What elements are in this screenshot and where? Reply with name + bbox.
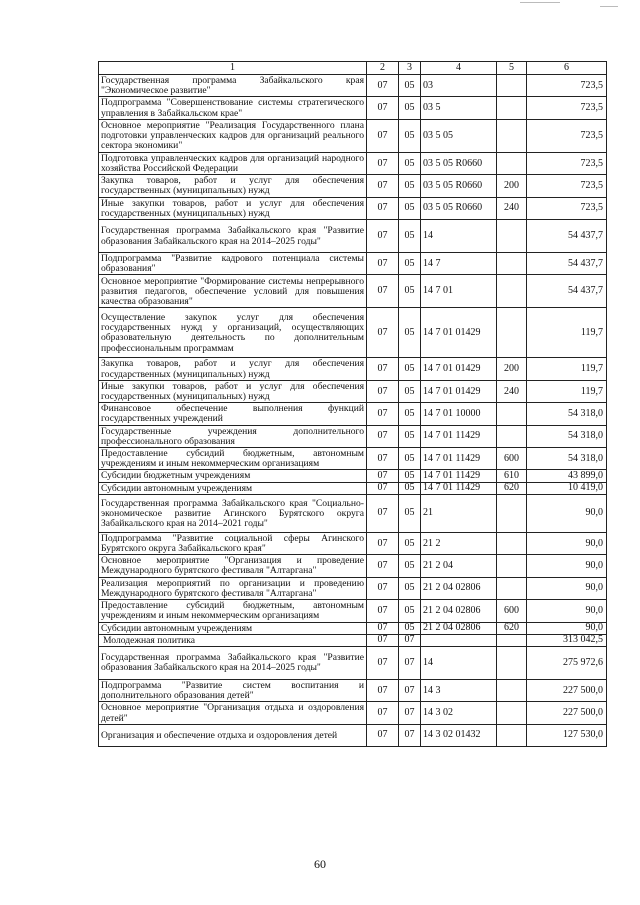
header-col-2: 2 xyxy=(367,62,399,75)
cell-subsection: 05 xyxy=(399,75,421,97)
cell-subsection: 05 xyxy=(399,152,421,174)
cell-subsection: 05 xyxy=(399,600,421,622)
table-row xyxy=(99,702,607,724)
cell-subsection: 05 xyxy=(399,220,421,253)
cell-expense-type xyxy=(497,679,527,701)
cell-amount: 54 318,0 xyxy=(527,448,607,470)
cell-section: 07 xyxy=(367,253,399,275)
cell-target-code: 14 3 02 01432 xyxy=(421,724,497,746)
cell-name: Основное мероприятие "Формирование системы непрерывного развития педагогов, обеспечение условий для повышения качества образования" xyxy=(99,275,367,308)
cell-amount: 127 530,0 xyxy=(527,724,607,746)
cell-section: 07 xyxy=(367,555,399,577)
cell-section: 07 xyxy=(367,600,399,622)
table-row xyxy=(99,97,607,119)
cell-subsection: 05 xyxy=(399,470,421,482)
table-row xyxy=(99,555,607,577)
cell-target-code: 14 xyxy=(421,220,497,253)
cell-target-code: 14 7 01 11429 xyxy=(421,448,497,470)
table-row xyxy=(99,220,607,253)
cell-name: Субсидии бюджетным учреждениям xyxy=(99,470,367,482)
cell-target-code xyxy=(421,634,497,646)
cell-target-code: 14 7 01 10000 xyxy=(421,403,497,425)
cell-section: 07 xyxy=(367,152,399,174)
cell-amount: 723,5 xyxy=(527,152,607,174)
cell-expense-type: 620 xyxy=(497,622,527,634)
table-row xyxy=(99,152,607,174)
cell-target-code: 14 7 01 11429 xyxy=(421,425,497,447)
cell-section: 07 xyxy=(367,577,399,599)
cell-subsection: 05 xyxy=(399,532,421,554)
cell-name: Подпрограмма "Совершенствование системы стратегического управления в Забайкальском крае" xyxy=(99,97,367,119)
cell-section: 07 xyxy=(367,197,399,219)
table-row xyxy=(99,470,607,482)
cell-amount: 54 437,7 xyxy=(527,220,607,253)
cell-subsection: 05 xyxy=(399,555,421,577)
table-row xyxy=(99,532,607,554)
cell-section: 07 xyxy=(367,175,399,197)
cell-section: 07 xyxy=(367,724,399,746)
cell-subsection: 07 xyxy=(399,634,421,646)
cell-expense-type xyxy=(497,220,527,253)
table-row xyxy=(99,634,607,646)
cell-expense-type xyxy=(497,702,527,724)
cell-target-code: 21 2 04 02806 xyxy=(421,600,497,622)
cell-section: 07 xyxy=(367,494,399,532)
cell-expense-type xyxy=(497,97,527,119)
cell-expense-type: 620 xyxy=(497,482,527,494)
cell-name: Субсидии автономным учреждениям xyxy=(99,482,367,494)
table-row xyxy=(99,679,607,701)
cell-expense-type xyxy=(497,634,527,646)
cell-amount: 90,0 xyxy=(527,577,607,599)
cell-amount: 54 437,7 xyxy=(527,253,607,275)
cell-name: Иные закупки товаров, работ и услуг для обеспечения государственных (муниципальных) нужд xyxy=(99,380,367,402)
cell-name: Предоставление субсидий бюджетным, автономным учреждениям и иным некоммерческим организациям xyxy=(99,448,367,470)
cell-target-code: 21 2 04 02806 xyxy=(421,622,497,634)
cell-name: Подпрограмма "Развитие систем воспитания и дополнительного образования детей" xyxy=(99,679,367,701)
cell-amount: 723,5 xyxy=(527,119,607,152)
cell-section: 07 xyxy=(367,679,399,701)
cell-name: Государственная программа Забайкальского края "Экономическое развитие" xyxy=(99,75,367,97)
cell-amount: 54 318,0 xyxy=(527,403,607,425)
cell-section: 07 xyxy=(367,532,399,554)
cell-amount: 54 318,0 xyxy=(527,425,607,447)
cell-section: 07 xyxy=(367,702,399,724)
cell-target-code: 03 xyxy=(421,75,497,97)
cell-target-code: 14 7 xyxy=(421,253,497,275)
cell-subsection: 05 xyxy=(399,380,421,402)
cell-subsection: 05 xyxy=(399,425,421,447)
cell-section: 07 xyxy=(367,380,399,402)
cell-amount: 90,0 xyxy=(527,494,607,532)
cell-expense-type: 600 xyxy=(497,600,527,622)
cell-section: 07 xyxy=(367,646,399,679)
cell-subsection: 05 xyxy=(399,275,421,308)
scan-mark xyxy=(520,2,560,3)
cell-section: 07 xyxy=(367,75,399,97)
table-row xyxy=(99,577,607,599)
cell-name: Иные закупки товаров, работ и услуг для обеспечения государственных (муниципальных) нужд xyxy=(99,197,367,219)
table-row xyxy=(99,119,607,152)
table-row xyxy=(99,253,607,275)
cell-amount: 275 972,6 xyxy=(527,646,607,679)
header-col-1: 1 xyxy=(99,62,367,75)
cell-subsection: 05 xyxy=(399,622,421,634)
cell-name: Субсидии автономным учреждениям xyxy=(99,622,367,634)
cell-name: Молодежная политика xyxy=(99,634,367,646)
cell-name: Подготовка управленческих кадров для организаций народного хозяйства Российской Федерации xyxy=(99,152,367,174)
cell-amount: 723,5 xyxy=(527,97,607,119)
cell-subsection: 05 xyxy=(399,403,421,425)
cell-name: Финансовое обеспечение выполнения функций государственных учреждений xyxy=(99,403,367,425)
table-header-row xyxy=(99,62,607,75)
table-row xyxy=(99,197,607,219)
cell-expense-type: 200 xyxy=(497,358,527,380)
table-row xyxy=(99,425,607,447)
cell-target-code: 14 7 01 01429 xyxy=(421,308,497,358)
cell-section: 07 xyxy=(367,403,399,425)
cell-subsection: 07 xyxy=(399,679,421,701)
cell-amount: 90,0 xyxy=(527,622,607,634)
cell-section: 07 xyxy=(367,470,399,482)
cell-target-code: 03 5 05 R0660 xyxy=(421,197,497,219)
cell-subsection: 05 xyxy=(399,448,421,470)
table-body xyxy=(99,75,607,747)
cell-expense-type xyxy=(497,724,527,746)
cell-name: Организация и обеспечение отдыха и оздоровления детей xyxy=(99,724,367,746)
cell-name: Закупка товаров, работ и услуг для обеспечения государственных (муниципальных) нужд xyxy=(99,358,367,380)
cell-target-code: 14 3 02 xyxy=(421,702,497,724)
cell-target-code: 03 5 xyxy=(421,97,497,119)
cell-section: 07 xyxy=(367,482,399,494)
cell-expense-type: 240 xyxy=(497,380,527,402)
cell-subsection: 05 xyxy=(399,197,421,219)
cell-name: Основное мероприятие "Организация отдыха и оздоровления детей" xyxy=(99,702,367,724)
cell-amount: 90,0 xyxy=(527,532,607,554)
cell-section: 07 xyxy=(367,622,399,634)
cell-expense-type xyxy=(497,152,527,174)
cell-target-code: 21 2 04 02806 xyxy=(421,577,497,599)
cell-amount: 119,7 xyxy=(527,358,607,380)
cell-expense-type: 600 xyxy=(497,448,527,470)
table-row xyxy=(99,494,607,532)
cell-subsection: 05 xyxy=(399,482,421,494)
cell-name: Государственные учреждения дополнительного профессионального образования xyxy=(99,425,367,447)
page-number: 60 xyxy=(314,857,326,871)
cell-target-code: 14 7 01 xyxy=(421,275,497,308)
cell-name: Государственная программа Забайкальского края "Социально-экономическое развитие Агинского Бурятского округа Забайкальского края на 2014–2021 годы" xyxy=(99,494,367,532)
table-row xyxy=(99,275,607,308)
cell-target-code: 03 5 05 xyxy=(421,119,497,152)
cell-name: Основное мероприятие "Организация и проведение Международного бурятского фестиваля "Алтаргана" xyxy=(99,555,367,577)
table-row xyxy=(99,724,607,746)
cell-subsection: 07 xyxy=(399,702,421,724)
cell-section: 07 xyxy=(367,358,399,380)
cell-name: Реализация мероприятий по организации и проведению Международного бурятского фестиваля "Алтаргана" xyxy=(99,577,367,599)
cell-subsection: 05 xyxy=(399,175,421,197)
cell-subsection: 05 xyxy=(399,494,421,532)
table-row xyxy=(99,600,607,622)
cell-target-code: 21 2 xyxy=(421,532,497,554)
cell-expense-type xyxy=(497,425,527,447)
cell-amount: 90,0 xyxy=(527,600,607,622)
cell-target-code: 03 5 05 R0660 xyxy=(421,175,497,197)
table-row xyxy=(99,75,607,97)
cell-expense-type: 610 xyxy=(497,470,527,482)
cell-section: 07 xyxy=(367,308,399,358)
cell-name: Закупка товаров, работ и услуг для обеспечения государственных (муниципальных) нужд xyxy=(99,175,367,197)
table-row xyxy=(99,482,607,494)
table-row xyxy=(99,380,607,402)
cell-target-code: 14 3 xyxy=(421,679,497,701)
cell-amount: 10 419,0 xyxy=(527,482,607,494)
cell-section: 07 xyxy=(367,275,399,308)
cell-section: 07 xyxy=(367,119,399,152)
cell-section: 07 xyxy=(367,634,399,646)
cell-name: Подпрограмма "Развитие социальной сферы Агинского Бурятского округа Забайкальского края" xyxy=(99,532,367,554)
cell-expense-type xyxy=(497,75,527,97)
table-row xyxy=(99,358,607,380)
cell-expense-type xyxy=(497,532,527,554)
cell-amount: 313 042,5 xyxy=(527,634,607,646)
table-row xyxy=(99,308,607,358)
cell-section: 07 xyxy=(367,97,399,119)
table-row xyxy=(99,403,607,425)
cell-expense-type xyxy=(497,555,527,577)
header-col-4: 4 xyxy=(421,62,497,75)
cell-subsection: 05 xyxy=(399,97,421,119)
cell-name: Осуществление закупок услуг для обеспечения государственных нужд у организаций, осуществляющих образовательную деятельность по дополнительным профессиональным программам xyxy=(99,308,367,358)
cell-amount: 723,5 xyxy=(527,197,607,219)
scan-mark xyxy=(600,6,618,7)
cell-section: 07 xyxy=(367,448,399,470)
cell-expense-type: 240 xyxy=(497,197,527,219)
table-row xyxy=(99,646,607,679)
cell-name: Подпрограмма "Развитие кадрового потенциала системы образования" xyxy=(99,253,367,275)
cell-amount: 43 899,0 xyxy=(527,470,607,482)
cell-amount: 90,0 xyxy=(527,555,607,577)
cell-expense-type xyxy=(497,403,527,425)
cell-target-code: 21 xyxy=(421,494,497,532)
cell-subsection: 05 xyxy=(399,308,421,358)
cell-section: 07 xyxy=(367,425,399,447)
cell-amount: 119,7 xyxy=(527,380,607,402)
cell-target-code: 14 7 01 11429 xyxy=(421,482,497,494)
cell-expense-type xyxy=(497,577,527,599)
table-row xyxy=(99,622,607,634)
cell-target-code: 14 7 01 11429 xyxy=(421,470,497,482)
cell-expense-type xyxy=(497,275,527,308)
cell-subsection: 07 xyxy=(399,646,421,679)
cell-name: Основное мероприятие "Реализация Государственного плана подготовки управленческих кадров для организаций реального сектора экономики" xyxy=(99,119,367,152)
cell-target-code: 21 2 04 xyxy=(421,555,497,577)
cell-target-code: 14 xyxy=(421,646,497,679)
cell-name: Государственная программа Забайкальского края "Развитие образования Забайкальского края на 2014–2025 годы" xyxy=(99,220,367,253)
cell-amount: 227 500,0 xyxy=(527,679,607,701)
cell-amount: 54 437,7 xyxy=(527,275,607,308)
cell-amount: 227 500,0 xyxy=(527,702,607,724)
cell-amount: 119,7 xyxy=(527,308,607,358)
table-row xyxy=(99,175,607,197)
cell-target-code: 03 5 05 R0660 xyxy=(421,152,497,174)
cell-expense-type xyxy=(497,119,527,152)
cell-target-code: 14 7 01 01429 xyxy=(421,358,497,380)
cell-expense-type xyxy=(497,253,527,275)
header-col-6: 6 xyxy=(527,62,607,75)
cell-expense-type xyxy=(497,646,527,679)
cell-amount: 723,5 xyxy=(527,175,607,197)
cell-subsection: 07 xyxy=(399,724,421,746)
cell-name: Государственная программа Забайкальского края "Развитие образования Забайкальского края на 2014–2025 годы" xyxy=(99,646,367,679)
cell-section: 07 xyxy=(367,220,399,253)
cell-subsection: 05 xyxy=(399,577,421,599)
cell-expense-type: 200 xyxy=(497,175,527,197)
cell-subsection: 05 xyxy=(399,253,421,275)
cell-name: Предоставление субсидий бюджетным, автономным учреждениям и иным некоммерческим организациям xyxy=(99,600,367,622)
header-col-3: 3 xyxy=(399,62,421,75)
budget-table xyxy=(98,61,607,747)
cell-expense-type xyxy=(497,308,527,358)
header-col-5: 5 xyxy=(497,62,527,75)
cell-amount: 723,5 xyxy=(527,75,607,97)
cell-subsection: 05 xyxy=(399,358,421,380)
table-row xyxy=(99,448,607,470)
cell-subsection: 05 xyxy=(399,119,421,152)
cell-expense-type xyxy=(497,494,527,532)
cell-target-code: 14 7 01 01429 xyxy=(421,380,497,402)
